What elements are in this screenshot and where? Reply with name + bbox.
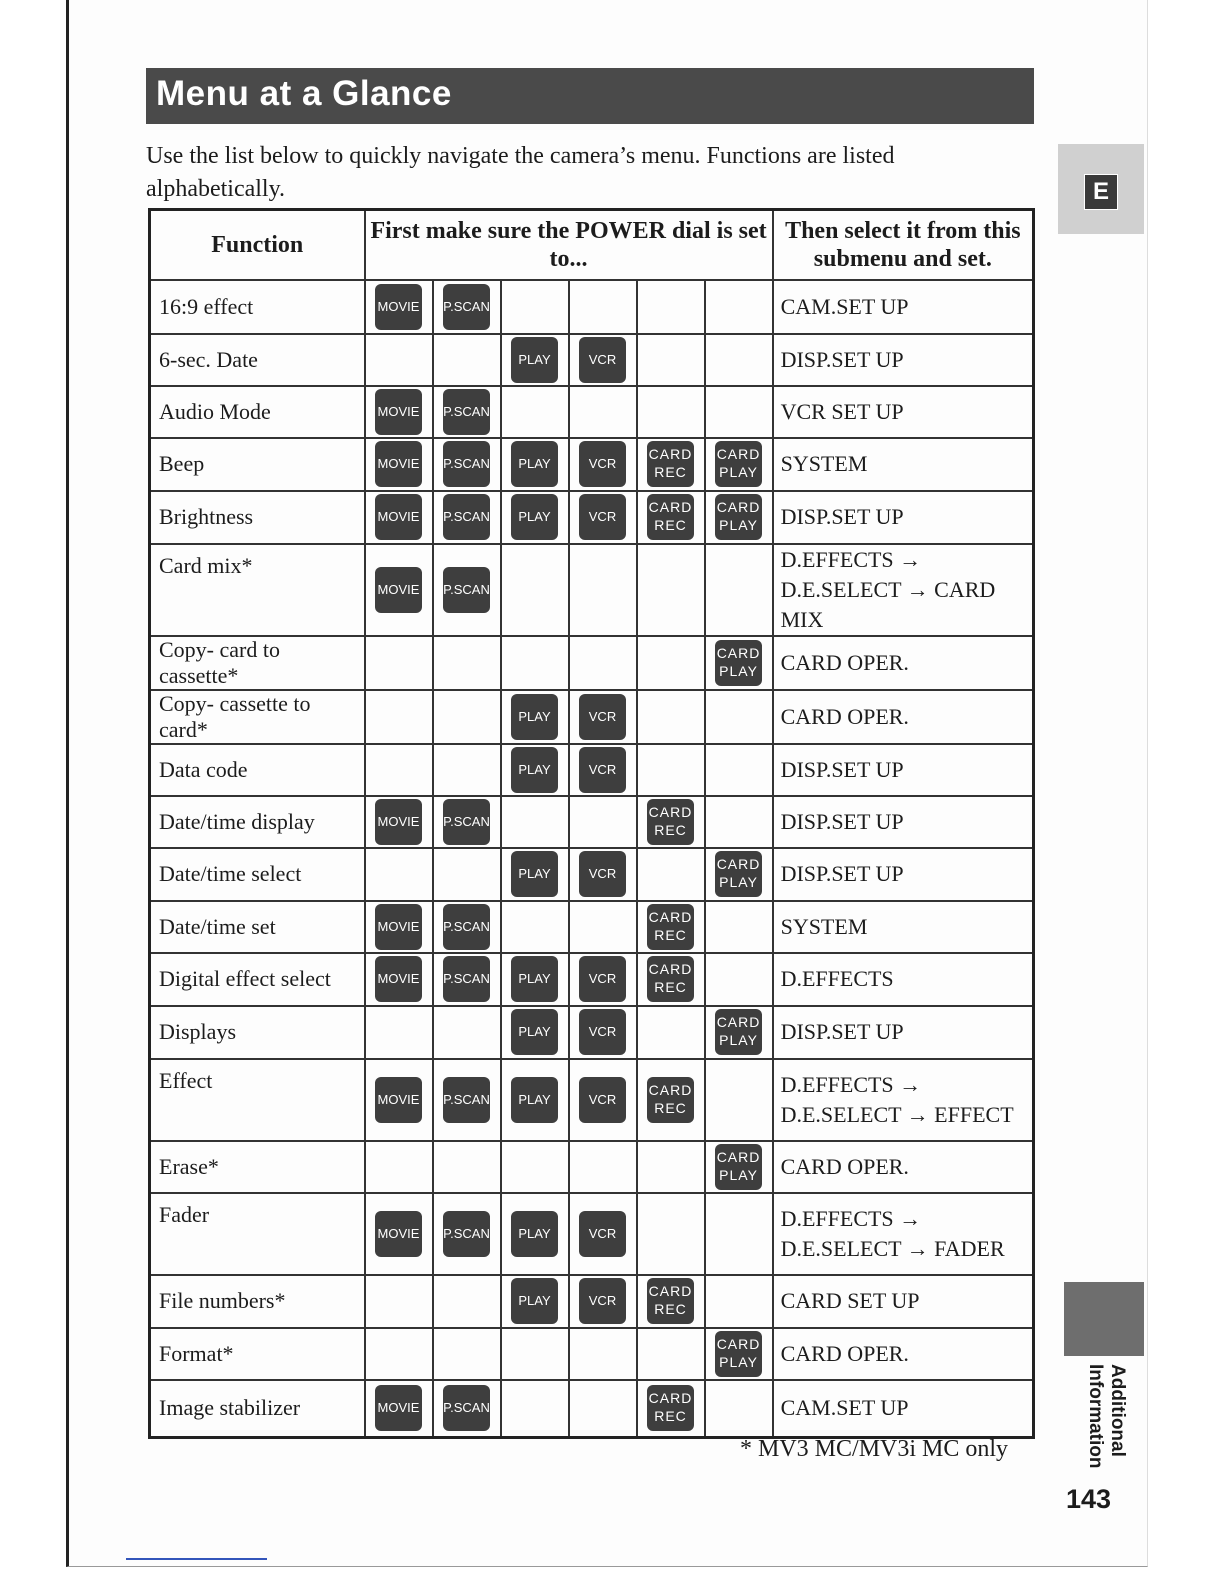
mode-cell [637,690,705,744]
mode-cell [433,1275,501,1328]
mode-cell [501,1006,569,1059]
submenu-cell: CARD SET UP [773,1275,1034,1328]
mode-cell [433,544,501,636]
mode-cell [433,953,501,1006]
submenu-cell: CARD OPER. [773,636,1034,690]
card-play-mode-icon: CARD PLAY [715,1009,762,1055]
movie-mode-icon: MOVIE [375,956,422,1002]
mode-cell [365,1275,433,1328]
mode-cell [705,491,773,544]
function-cell: Date/time display [150,796,365,848]
play-mode-icon: PLAY [511,747,558,793]
mode-cell [637,1059,705,1141]
mode-cell [569,1380,637,1438]
mode-cell [365,1006,433,1059]
pscan-mode-icon: P.SCAN [443,389,490,435]
mode-cell [569,386,637,438]
mode-cell [637,1380,705,1438]
table-row [150,280,1034,334]
mode-cell [705,1141,773,1193]
mode-cell [433,1059,501,1141]
play-mode-icon: PLAY [511,1009,558,1055]
mode-cell [501,1275,569,1328]
mode-cell [433,1193,501,1275]
movie-mode-icon: MOVIE [375,1077,422,1123]
mode-cell [365,901,433,953]
vcr-mode-icon: VCR [579,956,626,1002]
pscan-mode-icon: P.SCAN [443,1077,490,1123]
intro-text: Use the list below to quickly navigate the camera’s menu. Functions are listed alphabetically. [146,143,895,202]
mode-cell [501,334,569,386]
mode-cell [637,438,705,491]
function-cell: Copy- card to cassette* [150,636,365,690]
submenu-cell: VCR SET UP [773,386,1034,438]
mode-cell [501,438,569,491]
mode-cell [705,1275,773,1328]
mode-cell [637,848,705,901]
movie-mode-icon: MOVIE [375,1385,422,1431]
title-bar [146,68,1034,124]
table-row [150,796,1034,848]
mode-cell [501,386,569,438]
function-cell: Beep [150,438,365,491]
mode-cell [569,1275,637,1328]
mode-cell [705,636,773,690]
submenu-cell: DISP.SET UP [773,334,1034,386]
mode-cell [705,386,773,438]
submenu-cell: DISP.SET UP [773,744,1034,796]
mode-cell [637,901,705,953]
function-cell: Digital effect select [150,953,365,1006]
pscan-mode-icon: P.SCAN [443,1211,490,1257]
vcr-mode-icon: VCR [579,494,626,540]
function-cell: Date/time select [150,848,365,901]
vcr-mode-icon: VCR [579,1009,626,1055]
card-rec-mode-icon: CARD REC [647,1278,694,1324]
mode-cell [433,901,501,953]
mode-cell [365,1141,433,1193]
mode-cell [501,848,569,901]
card-play-mode-icon: CARD PLAY [715,494,762,540]
submenu-cell: D.EFFECTS [773,953,1034,1006]
submenu-cell: DISP.SET UP [773,491,1034,544]
submenu-cell: CARD OPER. [773,1141,1034,1193]
mode-cell [637,636,705,690]
pscan-mode-icon: P.SCAN [443,567,490,613]
divider-line [126,1558,267,1560]
table-row [150,386,1034,438]
mode-cell [705,1328,773,1380]
mode-cell [365,491,433,544]
mode-cell [501,491,569,544]
submenu-cell: D.EFFECTS → D.E.SELECT → EFFECT [773,1059,1034,1141]
play-mode-icon: PLAY [511,1278,558,1324]
function-cell: Data code [150,744,365,796]
function-cell: 16:9 effect [150,280,365,334]
vcr-mode-icon: VCR [579,337,626,383]
mode-cell [569,280,637,334]
movie-mode-icon: MOVIE [375,441,422,487]
menu-table [148,208,1035,1439]
mode-cell [569,1059,637,1141]
movie-mode-icon: MOVIE [375,799,422,845]
mode-cell [569,1328,637,1380]
table-row [150,1380,1034,1438]
table-row [150,544,1034,636]
vcr-mode-icon: VCR [579,694,626,740]
mode-cell [433,438,501,491]
movie-mode-icon: MOVIE [375,389,422,435]
mode-cell [637,796,705,848]
mode-cell [365,280,433,334]
table-row [150,1193,1034,1275]
table-row [150,491,1034,544]
header-submenu: Then select it from this submenu and set. [773,210,1034,280]
mode-cell [501,953,569,1006]
card-play-mode-icon: CARD PLAY [715,1144,762,1190]
table-row [150,438,1034,491]
mode-cell [365,438,433,491]
mode-cell [365,796,433,848]
mode-cell [365,334,433,386]
mode-cell [501,744,569,796]
function-cell: File numbers* [150,1275,365,1328]
mode-cell [705,796,773,848]
function-cell: Format* [150,1328,365,1380]
submenu-cell: SYSTEM [773,438,1034,491]
mode-cell [637,1006,705,1059]
mode-cell [501,901,569,953]
mode-cell [501,1141,569,1193]
mode-cell [433,1380,501,1438]
function-cell: Brightness [150,491,365,544]
play-mode-icon: PLAY [511,1077,558,1123]
vcr-mode-icon: VCR [579,1211,626,1257]
card-rec-mode-icon: CARD REC [647,904,694,950]
mode-cell [705,280,773,334]
pscan-mode-icon: P.SCAN [443,494,490,540]
side-label-text: Additional Information [1085,1364,1128,1469]
mode-cell [501,636,569,690]
table-row [150,1328,1034,1380]
play-mode-icon: PLAY [511,494,558,540]
table-row [150,1141,1034,1193]
mode-cell [569,848,637,901]
mode-cell [705,1193,773,1275]
mode-cell [569,491,637,544]
submenu-cell: CARD OPER. [773,1328,1034,1380]
mode-cell [433,848,501,901]
mode-cell [569,1141,637,1193]
submenu-cell: D.EFFECTS → D.E.SELECT → CARD MIX [773,544,1034,636]
function-cell: Effect [150,1059,365,1141]
function-cell: Audio Mode [150,386,365,438]
mode-cell [569,544,637,636]
card-rec-mode-icon: CARD REC [647,494,694,540]
pscan-mode-icon: P.SCAN [443,1385,490,1431]
mode-cell [637,1328,705,1380]
table-row [150,744,1034,796]
function-cell: Date/time set [150,901,365,953]
table-row [150,1006,1034,1059]
submenu-cell: CARD OPER. [773,690,1034,744]
mode-cell [569,690,637,744]
submenu-cell: SYSTEM [773,901,1034,953]
mode-cell [365,744,433,796]
mode-cell [433,636,501,690]
mode-cell [637,280,705,334]
mode-cell [569,744,637,796]
mode-cell [569,796,637,848]
mode-cell [365,636,433,690]
mode-cell [705,953,773,1006]
pscan-mode-icon: P.SCAN [443,799,490,845]
mode-cell [365,953,433,1006]
mode-cell [433,491,501,544]
submenu-cell: DISP.SET UP [773,848,1034,901]
mode-cell [637,953,705,1006]
mode-cell [365,1059,433,1141]
mode-cell [569,1006,637,1059]
mode-cell [501,280,569,334]
table-row [150,690,1034,744]
mode-cell [637,334,705,386]
submenu-cell: D.EFFECTS → D.E.SELECT → FADER [773,1193,1034,1275]
mode-cell [501,1380,569,1438]
vcr-mode-icon: VCR [579,441,626,487]
mode-cell [705,848,773,901]
mode-cell [501,690,569,744]
mode-cell [637,1141,705,1193]
mode-cell [705,1006,773,1059]
pscan-mode-icon: P.SCAN [443,441,490,487]
play-mode-icon: PLAY [511,1211,558,1257]
pscan-mode-icon: P.SCAN [443,904,490,950]
card-play-mode-icon: CARD PLAY [715,1331,762,1377]
card-rec-mode-icon: CARD REC [647,956,694,1002]
mode-cell [705,544,773,636]
mode-cell [365,386,433,438]
table-row [150,636,1034,690]
vcr-mode-icon: VCR [579,1278,626,1324]
mode-cell [705,744,773,796]
mode-cell [569,1193,637,1275]
function-cell: Displays [150,1006,365,1059]
page-title: Menu at a Glance [156,74,452,113]
mode-cell [637,1193,705,1275]
mode-cell [365,1193,433,1275]
table-row [150,848,1034,901]
mode-cell [433,334,501,386]
mode-cell [365,690,433,744]
play-mode-icon: PLAY [511,441,558,487]
mode-cell [569,438,637,491]
mode-cell [705,334,773,386]
card-play-mode-icon: CARD PLAY [715,851,762,897]
footnote: * MV3 MC/MV3i MC only [740,1436,1009,1462]
mode-cell [433,1141,501,1193]
mode-cell [705,1059,773,1141]
movie-mode-icon: MOVIE [375,284,422,330]
header-function: Function [150,210,365,280]
mode-cell [365,1328,433,1380]
mode-cell [637,544,705,636]
play-mode-icon: PLAY [511,694,558,740]
pscan-mode-icon: P.SCAN [443,956,490,1002]
mode-cell [433,1006,501,1059]
function-cell: Erase* [150,1141,365,1193]
mode-cell [501,544,569,636]
mode-cell [569,334,637,386]
mode-cell [637,1275,705,1328]
function-cell: 6-sec. Date [150,334,365,386]
mode-cell [705,690,773,744]
table-row [150,1059,1034,1141]
vcr-mode-icon: VCR [579,851,626,897]
page-number: 143 [1066,1484,1112,1514]
submenu-cell: CAM.SET UP [773,1380,1034,1438]
function-cell: Fader [150,1193,365,1275]
table-row [150,334,1034,386]
play-mode-icon: PLAY [511,851,558,897]
mode-cell [433,280,501,334]
section-letter: E [1084,174,1118,210]
card-play-mode-icon: CARD PLAY [715,441,762,487]
mode-cell [705,901,773,953]
pscan-mode-icon: P.SCAN [443,284,490,330]
play-mode-icon: PLAY [511,956,558,1002]
mode-cell [569,901,637,953]
submenu-cell: DISP.SET UP [773,796,1034,848]
movie-mode-icon: MOVIE [375,567,422,613]
mode-cell [637,744,705,796]
vcr-mode-icon: VCR [579,747,626,793]
card-rec-mode-icon: CARD REC [647,441,694,487]
table-row [150,901,1034,953]
side-tab-block [1064,1282,1144,1356]
mode-cell [501,1059,569,1141]
submenu-cell: DISP.SET UP [773,1006,1034,1059]
function-cell: Copy- cassette to card* [150,690,365,744]
mode-cell [501,796,569,848]
side-label [1072,1364,1132,1474]
card-rec-mode-icon: CARD REC [647,1385,694,1431]
mode-cell [569,636,637,690]
table-row [150,953,1034,1006]
mode-cell [705,1380,773,1438]
movie-mode-icon: MOVIE [375,494,422,540]
header-power-dial: First make sure the POWER dial is set to... [365,210,773,280]
function-cell: Card mix* [150,544,365,636]
card-rec-mode-icon: CARD REC [647,1077,694,1123]
function-cell: Image stabilizer [150,1380,365,1438]
mode-cell [433,1328,501,1380]
mode-cell [705,438,773,491]
mode-cell [433,386,501,438]
table-row [150,1275,1034,1328]
mode-cell [365,848,433,901]
mode-cell [433,744,501,796]
mode-cell [637,386,705,438]
mode-cell [365,1380,433,1438]
play-mode-icon: PLAY [511,337,558,383]
mode-cell [637,491,705,544]
mode-cell [433,690,501,744]
mode-cell [501,1193,569,1275]
card-rec-mode-icon: CARD REC [647,799,694,845]
vcr-mode-icon: VCR [579,1077,626,1123]
card-play-mode-icon: CARD PLAY [715,640,762,686]
movie-mode-icon: MOVIE [375,904,422,950]
mode-cell [433,796,501,848]
movie-mode-icon: MOVIE [375,1211,422,1257]
submenu-cell: CAM.SET UP [773,280,1034,334]
mode-cell [569,953,637,1006]
mode-cell [365,544,433,636]
mode-cell [501,1328,569,1380]
